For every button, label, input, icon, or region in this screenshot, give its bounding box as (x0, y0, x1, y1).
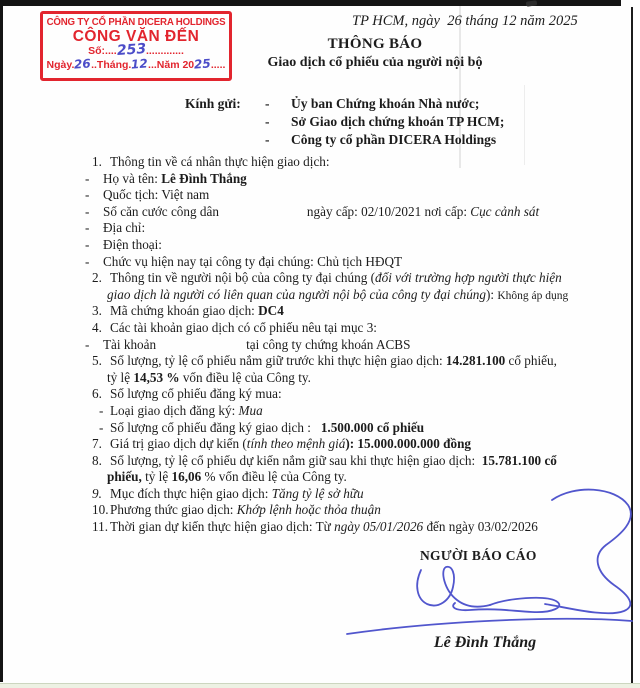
scan-crease (524, 85, 525, 165)
document-dateline: TP HCM, ngày 26 tháng 12 năm 2025 (352, 13, 578, 29)
stamp-handwritten-value: 25 (193, 55, 212, 72)
recipient-dash: - (265, 96, 270, 111)
document-line (0, 320, 640, 337)
line-segment: Thời gian dự kiến thực hiện giao dịch: Từ (110, 519, 335, 535)
line-marker: - (85, 187, 90, 203)
line-segment: Số lượng cổ phiếu đăng ký mua: (110, 386, 282, 402)
line-segment: 15.781.100 cổ (481, 452, 557, 468)
document-body (0, 154, 640, 536)
line-segment: Số căn cước công dân (103, 203, 219, 219)
line-segment: Các tài khoản giao dịch có cổ phiếu nêu tại mục 3: (110, 319, 377, 335)
document-line (0, 303, 640, 320)
recipient-text: Ủy ban Chứng khoán Nhà nước; (291, 96, 480, 111)
document-line (0, 353, 640, 370)
line-segment: Họ và tên: (103, 170, 162, 186)
line-segment: Cục cảnh sát (470, 203, 540, 219)
line-segment: Điện thoại: (103, 236, 162, 252)
recipient-dash: - (265, 114, 270, 129)
line-segment: Địa chỉ: (103, 220, 146, 236)
line-segment: đến ngày 03/02/2026 (423, 519, 538, 535)
recipient-text: Sở Giao dịch chứng khoán TP HCM; (291, 114, 505, 129)
document-line (0, 254, 640, 271)
stamp-printed-text: ............. (145, 45, 184, 57)
line-marker: 5. (92, 353, 102, 369)
stamp-printed-text: Số:.... (88, 45, 117, 57)
line-segment: ngày cấp: 02/10/2021 nơi cấp: (306, 203, 471, 219)
line-segment: DC4 (258, 303, 284, 319)
line-segment: Quốc tịch: Việt nam (103, 187, 210, 203)
line-segment: ngày 05/01/2026 (334, 519, 424, 535)
document-subtitle: Giao dịch cổ phiếu của người nội bộ (267, 55, 483, 70)
line-segment: Phương thức giao dịch: (110, 502, 237, 518)
line-segment: Mã chứng khoán giao dịch: (110, 303, 259, 319)
line-segment: Không áp dụng (497, 289, 569, 302)
document-line (0, 469, 640, 486)
recipient-text: Công ty cổ phần DICERA Holdings (291, 132, 497, 147)
document-line (0, 220, 640, 237)
line-marker: 8. (92, 452, 102, 468)
recipient-item (265, 131, 504, 149)
line-marker: 2. (92, 270, 102, 286)
stamp-company-name: CÔNG TY CỔ PHẦN DICERA HOLDINGS (46, 17, 226, 28)
salutation-block (185, 95, 504, 149)
salutation-label: Kính gửi: (185, 96, 241, 111)
line-segment: Lê Đình Thắng (161, 170, 247, 186)
line-marker: - (85, 203, 90, 219)
document-line (0, 486, 640, 503)
document-line (0, 403, 640, 420)
line-segment: Tăng tỷ lệ sở hữu (271, 485, 364, 501)
line-marker: - (85, 336, 90, 352)
line-segment: Giá trị giao dịch dự kiến ( (110, 436, 247, 452)
recipient-item (265, 95, 504, 113)
document-line (0, 287, 640, 304)
recipient-dash: - (265, 132, 270, 147)
stamp-printed-text: ..... (210, 58, 226, 71)
line-segment: 14,53 % (133, 369, 180, 385)
line-marker: 6. (92, 386, 102, 402)
line-marker: - (85, 170, 90, 186)
document-line (0, 453, 640, 470)
line-segment: Mua (238, 402, 263, 418)
line-segment: ): (485, 286, 498, 302)
line-segment: Số lượng, tỷ lệ cổ phiếu nắm giữ trước khi thực hiện giao dịch: (110, 353, 446, 369)
line-segment: ): (345, 436, 358, 452)
document-line (0, 270, 640, 287)
stamp-handwritten-value: 12 (130, 55, 149, 72)
line-marker: 9. (92, 485, 102, 501)
line-segment: tỷ lệ (141, 469, 172, 485)
line-marker: 1. (92, 154, 102, 169)
document-line (0, 370, 640, 387)
stamp-printed-text: ..Tháng. (91, 58, 132, 71)
document-line (0, 420, 640, 437)
line-marker: 10. (92, 502, 109, 518)
line-marker: - (85, 220, 90, 236)
line-segment: tại công ty chứng khoán ACBS (246, 336, 411, 352)
line-marker: - (85, 236, 90, 252)
line-marker: 4. (92, 319, 102, 335)
line-marker: 7. (92, 436, 102, 452)
recipient-item (265, 113, 504, 131)
line-segment: tính theo mệnh giá (246, 436, 346, 452)
line-segment: Tài khoản (103, 336, 157, 352)
document-line (0, 386, 640, 403)
line-marker: - (99, 402, 104, 418)
line-segment: Thông tin về cá nhân thực hiện giao dịch: (110, 154, 330, 169)
signature-underline (347, 619, 632, 634)
document-title: THÔNG BÁO (327, 36, 423, 52)
line-segment: % vốn điều lệ của Công ty. (201, 469, 347, 485)
line-segment: tỷ lệ (107, 369, 134, 385)
line-segment: 14.281.100 (445, 353, 506, 369)
line-segment: cổ phiếu, (505, 353, 557, 369)
line-segment: Thông tin về người nội bộ của công ty đại chúng ( (110, 270, 375, 286)
signature-loops (417, 567, 490, 607)
line-marker: 11. (92, 519, 108, 535)
line-marker: 3. (92, 303, 102, 319)
reporter-name: Lê Đình Thắng (433, 634, 537, 651)
document-line (0, 204, 640, 221)
line-segment: 1.500.000 cổ phiếu (320, 419, 425, 435)
line-segment: Số lượng cổ phiếu đăng ký giao dịch : (110, 419, 321, 435)
document-line (0, 171, 640, 188)
line-segment: phiếu, (107, 469, 142, 485)
signature-tangle (453, 598, 559, 612)
stamp-printed-text: ...Năm 20 (148, 58, 195, 71)
stamp-printed-text: Ngày. (46, 58, 75, 71)
line-segment: Số lượng, tỷ lệ cổ phiếu dự kiến nắm giữ sau khi thực hiện giao dịch: (110, 452, 482, 468)
line-segment: Loại giao dịch đăng ký: (110, 402, 239, 418)
line-segment: giao dịch là người có liên quan của người nội bộ của công ty đại chúng (107, 286, 486, 302)
stamp-handwritten-value: 26 (73, 55, 92, 72)
line-segment: đối với trường hợp người thực hiện (375, 270, 562, 286)
document-line (0, 502, 640, 519)
scan-bottom-edge (0, 683, 640, 688)
line-marker: - (85, 253, 90, 269)
line-marker: - (99, 419, 104, 435)
recipient-list (265, 95, 504, 149)
document-line (0, 436, 640, 453)
line-segment: 15.000.000.000 đồng (357, 436, 471, 452)
line-segment: Mục đích thực hiện giao dịch: (110, 485, 272, 501)
document-line (0, 337, 640, 354)
line-segment: 16,06 (171, 469, 202, 485)
stamp-received-label: CÔNG VĂN ĐẾN (72, 28, 200, 45)
line-segment: Chức vụ hiện nay tại công ty đại chúng: Chủ tịch HĐQT (103, 253, 403, 269)
stamp-handwritten-value: 253 (116, 41, 147, 60)
document-line (0, 154, 640, 171)
document-line (0, 187, 640, 204)
line-segment: Khớp lệnh hoặc thỏa thuận (236, 502, 381, 518)
document-line (0, 237, 640, 254)
document-line (0, 519, 640, 536)
reporter-title: NGƯỜI BÁO CÁO (420, 548, 537, 563)
line-segment: vốn điều lệ của Công ty. (179, 369, 311, 385)
